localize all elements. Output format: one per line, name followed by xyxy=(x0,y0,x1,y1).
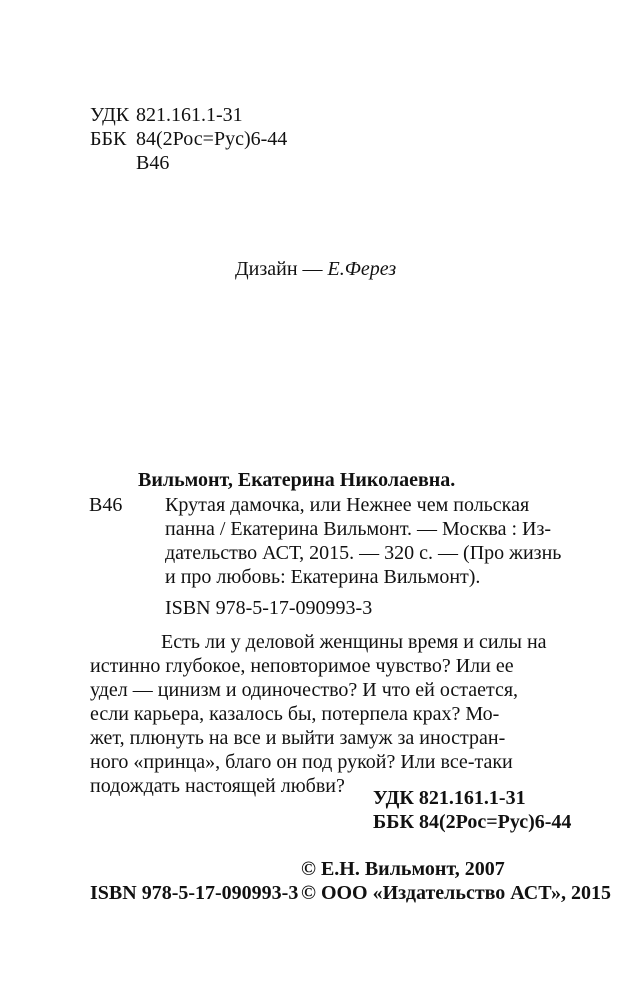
annotation-line: истинно глубокое, неповторимое чувство? Или ее xyxy=(90,655,514,677)
classification-codes-bottom xyxy=(373,786,571,834)
annotation-line: ного «принца», благо он под рукой? Или все-таки xyxy=(90,751,513,773)
annotation xyxy=(90,630,547,798)
bbk-row xyxy=(90,127,287,151)
isbn-bottom: ISBN 978-5-17-090993-3 xyxy=(90,882,299,904)
design-credit xyxy=(235,257,396,281)
catalog-author: Вильмонт, Екатерина Николаевна. xyxy=(138,469,456,491)
udk-row xyxy=(90,103,287,127)
catalog-code: В46 xyxy=(89,494,123,516)
bbk-code-bottom: ББК 84(2Рос=Рус)6-44 xyxy=(373,811,572,833)
copyright-author: © Е.Н. Вильмонт, 2007 xyxy=(301,858,505,880)
annotation-line: Есть ли у деловой женщины время и силы на xyxy=(161,631,547,653)
catalog-description xyxy=(165,493,561,589)
annotation-line: жет, плюнуть на все и выйти замуж за иностран- xyxy=(90,727,506,749)
classification-codes-top xyxy=(90,103,287,175)
annotation-line: удел — цинизм и одиночество? И что ей остается, xyxy=(90,679,519,701)
bbk-label: ББК xyxy=(90,128,127,150)
catalog-line: дательство АСТ, 2015. — 320 с. — (Про жизнь xyxy=(165,542,562,564)
designer-name: Е.Ферез xyxy=(327,258,397,280)
catalog-line: и про любовь: Екатерина Вильмонт). xyxy=(165,566,481,588)
annotation-line: если карьера, казалось бы, потерпела крах? Мо- xyxy=(90,703,500,725)
udk-value: 821.161.1-31 xyxy=(136,104,243,126)
copyright-block xyxy=(301,857,611,905)
catalog-isbn: ISBN 978-5-17-090993-3 xyxy=(165,597,373,619)
copyright-publisher: © ООО «Издательство АСТ», 2015 xyxy=(301,882,612,904)
design-label: Дизайн — xyxy=(235,258,323,280)
author-code: В46 xyxy=(136,152,170,174)
udk-label: УДК xyxy=(90,104,130,126)
catalog-line: панна / Екатерина Вильмонт. — Москва : Из- xyxy=(165,518,552,540)
bbk-value: 84(2Рос=Рус)6-44 xyxy=(136,128,288,150)
catalog-line: Крутая дамочка, или Нежнее чем польская xyxy=(165,494,530,516)
annotation-line: подождать настоящей любви? xyxy=(90,775,345,797)
udk-code-bottom: УДК 821.161.1-31 xyxy=(373,787,526,809)
author-code-row xyxy=(90,151,287,175)
